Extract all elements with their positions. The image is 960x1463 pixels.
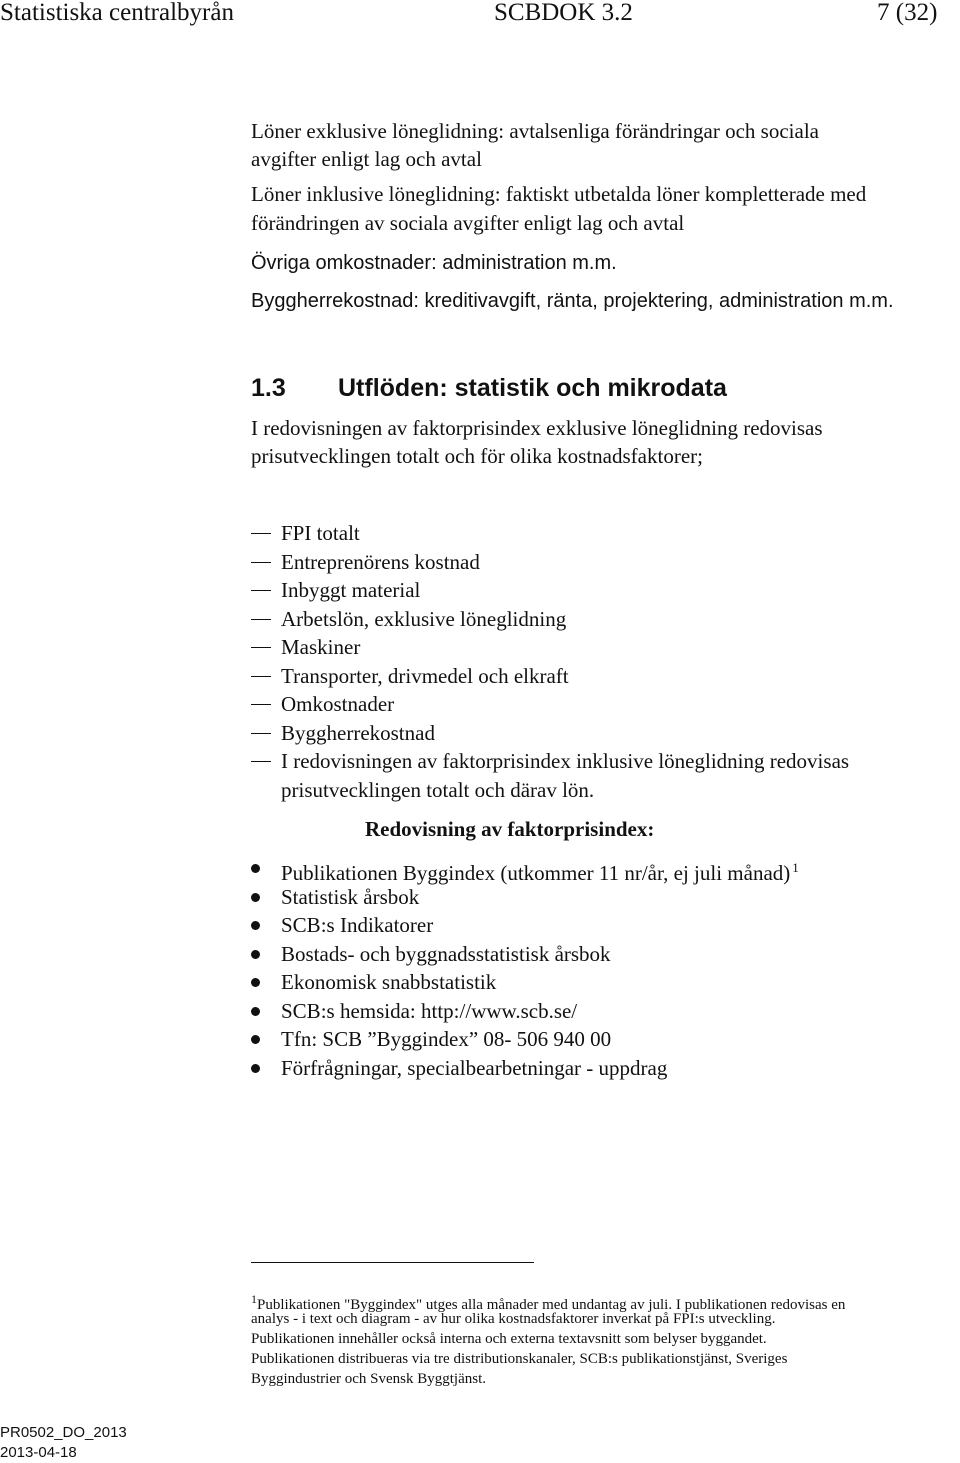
footer-date: 2013-04-18 (0, 1444, 77, 1461)
bullet-icon (251, 1035, 260, 1044)
header-org: Statistiska centralbyrån (0, 0, 234, 26)
bullet-icon (251, 950, 260, 959)
footnote-line-4: Publikationen distribueras via tre distributionskanaler, SCB:s publikationstjänst, Sveriges (251, 1351, 788, 1367)
dash-icon (251, 704, 271, 705)
list-item: Omkostnader (251, 690, 849, 719)
footnote-separator (251, 1262, 534, 1263)
redovisning-heading: Redovisning av faktorprisindex: (365, 817, 655, 841)
list-item: SCB:s Indikatorer (251, 911, 799, 940)
intro-line-2: avgifter enligt lag och avtal (251, 147, 482, 171)
list-item: Publikationen Byggindex (utkommer 11 nr/år, ej juli månad) $^1$ (251, 854, 799, 883)
header-doc-id: SCBDOK 3.2 (494, 0, 633, 26)
dash-icon (251, 761, 271, 762)
list-item: SCB:s hemsida: http://www.scb.se/ (251, 997, 799, 1026)
list-item: Bostads- och byggnadsstatistisk årsbok (251, 940, 799, 969)
section-paragraph-line-1: I redovisningen av faktorprisindex exklusive löneglidning redovisas (251, 416, 823, 440)
list-item: Transporter, drivmedel och elkraft (251, 662, 849, 691)
footnote-line-2: analys - i text och diagram - av hur olika kostnadsfaktorer inverkat på FPI:s utveckling. (251, 1311, 776, 1327)
bullet-icon (251, 893, 260, 902)
dash-list (251, 519, 849, 804)
intro-line-4: förändringen av sociala avgifter enligt lag och avtal (251, 211, 685, 235)
list-item: Maskiner (251, 633, 849, 662)
footnote-number: 1 (251, 1292, 257, 1306)
list-item: Förfrågningar, specialbearbetningar - uppdrag (251, 1054, 799, 1083)
bullet-icon (251, 978, 260, 987)
dash-icon (251, 590, 271, 591)
footnote-reference: 1 (792, 860, 799, 875)
bullet-icon (251, 1064, 260, 1073)
dash-icon (251, 533, 271, 534)
bullet-icon (251, 1007, 260, 1016)
list-item: Inbyggt material (251, 576, 849, 605)
bullet-list (251, 854, 799, 1082)
list-item: FPI totalt (251, 519, 849, 548)
footnote-line-5: Byggindustrier och Svensk Byggtjänst. (251, 1371, 486, 1387)
section-paragraph-line-2: prisutvecklingen totalt och för olika kostnadsfaktorer; (251, 444, 703, 468)
intro-line-3: Löner inklusive löneglidning: faktiskt utbetalda löner kompletterade med (251, 182, 867, 206)
list-item: Byggherrekostnad (251, 719, 849, 748)
list-item: Arbetslön, exklusive löneglidning (251, 605, 849, 634)
list-item: Statistisk årsbok (251, 883, 799, 912)
list-item: Ekonomisk snabbstatistik (251, 968, 799, 997)
footnote-line-3: Publikationen innehåller också interna och externa textavsnitt som belyser byggandet. (251, 1331, 767, 1347)
header-page-number: 7 (32) (877, 0, 938, 26)
list-item: I redovisningen av faktorprisindex inklusive löneglidning redovisas (251, 747, 849, 776)
dash-icon (251, 676, 271, 677)
intro-line-6: Byggherrekostnad: kreditivavgift, ränta, projektering, administration m.m. (251, 290, 894, 312)
list-item-continuation: prisutvecklingen totalt och därav lön. (281, 777, 595, 802)
footer-code: PR0502_DO_2013 (0, 1424, 127, 1441)
intro-line-5: Övriga omkostnader: administration m.m. (251, 252, 617, 274)
bullet-icon (251, 921, 260, 930)
dash-icon (251, 647, 271, 648)
dash-icon (251, 562, 271, 563)
intro-line-1: Löner exklusive löneglidning: avtalsenliga förändringar och sociala (251, 119, 819, 143)
list-item: Tfn: SCB ”Byggindex” 08- 506 940 00 (251, 1025, 799, 1054)
bullet-icon (251, 864, 260, 873)
footnote-line-1: $^1$Publikationen "Byggindex" utges alla månader med undantag av juli. I publikationen redovisas en (251, 1292, 846, 1313)
dash-icon (251, 733, 271, 734)
dash-icon (251, 619, 271, 620)
section-title: Utflöden: statistik och mikrodata (338, 374, 727, 402)
section-number: 1.3 (251, 374, 286, 402)
list-item: Entreprenörens kostnad (251, 548, 849, 577)
